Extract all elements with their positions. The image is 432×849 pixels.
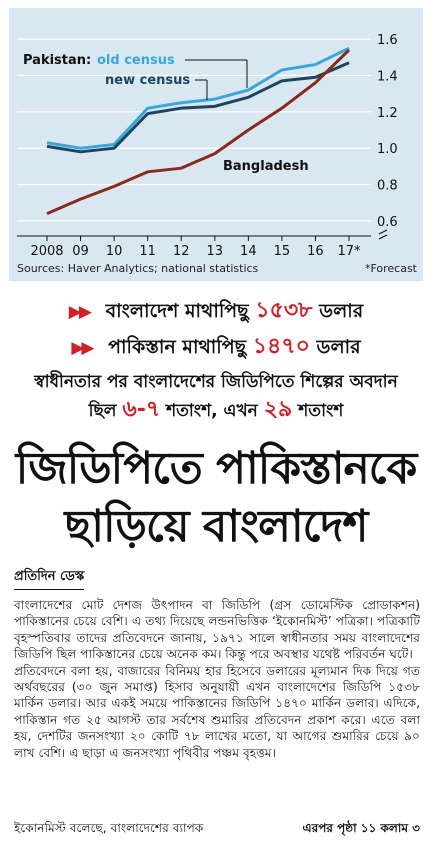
byline: প্রতিদিন ডেস্ক [14, 567, 84, 590]
contribution-pre: ছিল [88, 401, 117, 421]
pakistan-label: Pakistan: [23, 53, 92, 68]
headline-line-2: ছাড়িয়ে বাংলাদেশ [64, 501, 368, 552]
x-tick-label: 15 [273, 244, 291, 259]
new-census-label: new census [105, 73, 191, 88]
x-tick-label: 14 [240, 244, 257, 259]
x-tick-label: 16 [307, 244, 324, 259]
chart-footnote: *Forecast [364, 262, 417, 275]
x-tick-label: 10 [105, 244, 123, 259]
contribution-then-value: ৬-৭ [122, 397, 161, 422]
series-line-bangladesh [47, 50, 349, 214]
y-tick-label: 1.0 [377, 142, 398, 158]
x-tick-label: 09 [72, 244, 89, 259]
headline-line-1: জিডিপিতে পাকিস্তানকে [15, 443, 417, 494]
contribution-now-value: ২৯ [263, 397, 293, 422]
x-tick-label: 17* [337, 244, 361, 259]
gdp-chart [9, 8, 423, 281]
body-paragraph-2: প্রতিবেদনে বলা হয়, বাজারের বিনিময় হার হিসেবে ডলারের মূল্যমান দিক দিয়ে গত অর্থবছরের (৩০ জুন সমাপ্ত) হিসাব অনুযায়ী এখন বাংলাদেশের জিডিপি ১৫৩৮ মার্কিন ডলার। আর একই সময়ে পাকিস্তানের জিডিপি ১৪৭০ মার্কিন ডলার। এদিকে, পাকিস্তান গত ২৫ আগস্ট তার সর্বশেষ শুমারির প্রতিবেদন প্রকাশ করে। এতে বলা হয়, দেশটির জনসংখ্যা ২০ কোটি ৭৮ লাখের মতো, যা আগের শুমারির চেয়ে ৯০ লাখ বেশি। এ ছাড়া এ জনসংখ্যা পৃথিবীর পঞ্চম বৃহত্তম। [14, 663, 420, 760]
bangladesh-label: Bangladesh [223, 159, 309, 174]
body-last-line: ইকোনমিস্ট বলেছে, বাংলাদেশের ব্যাপক [14, 821, 204, 835]
article-body [14, 597, 420, 761]
bd-stat-line [0, 293, 432, 330]
y-tick-label: 0.6 [377, 214, 398, 230]
axis-break-icon [379, 230, 387, 239]
contribution-line-1: স্বাধীনতার পর বাংলাদেশের জিডিপিতে শিল্পের অবদান [34, 372, 398, 392]
chart-svg [9, 8, 423, 281]
pk-stat-line [0, 329, 432, 366]
y-tick-label: 1.4 [377, 69, 398, 85]
chart-sources: Sources: Haver Analytics; national statistics [17, 262, 259, 275]
series-line-new-census [47, 63, 349, 152]
x-tick-label: 11 [139, 244, 156, 259]
contribution-mid: শতাংশ, এখন [166, 401, 258, 421]
pk-stat-label: পাকিস্তান মাথাপিছু [108, 336, 247, 358]
y-tick-label: 0.8 [377, 178, 398, 194]
play-arrows-icon: ▶▶ [71, 338, 92, 358]
body-paragraph-1: বাংলাদেশের মোট দেশজ উৎপাদন বা জিডিপি (গ্রস ডোমেস্টিক প্রোডাকশন) পাকিস্তানের চেয়ে বেশি। এ তথ্য দিয়েছে লন্ডনভিত্তিক ‘ইকোনমিস্ট’ পত্রিকা। পত্রিকাটি বৃহস্পতিবার তাদের প্রতিবেদনে জানায়, ১৯৭১ সালে স্বাধীনতার সময় বাংলাদেশের জিডিপি ছিল পাকিস্তানের চেয়ে অনেক কম। কিন্তু পরে অবস্থার যথেষ্ট পরিবর্তন ঘটে। [14, 598, 420, 662]
industry-contribution [0, 368, 432, 425]
continued-note: এরপর পৃষ্ঠা ১১ কলাম ৩ [302, 821, 420, 835]
play-arrows-icon: ▶▶ [68, 302, 89, 322]
y-tick-label: 1.2 [377, 105, 398, 121]
bd-stat-label: বাংলাদেশ মাথাপিছু [105, 300, 249, 322]
contribution-post: শতাংশ [298, 401, 344, 421]
x-tick-label: 2008 [30, 244, 64, 259]
series-line-old-census [47, 48, 349, 148]
contribution-line-2 [0, 396, 432, 425]
x-tick-label: 12 [172, 244, 190, 259]
bd-stat-value: ১৫৩৮ [255, 298, 313, 323]
pk-stat-value: ১৪৭০ [252, 334, 310, 359]
y-tick-label: 1.6 [377, 33, 398, 49]
bd-stat-unit: ডলার [319, 300, 364, 322]
old-census-label: old census [97, 53, 175, 68]
x-tick-label: 13 [206, 244, 224, 259]
pk-stat-unit: ডলার [316, 336, 361, 358]
headline [0, 440, 432, 556]
